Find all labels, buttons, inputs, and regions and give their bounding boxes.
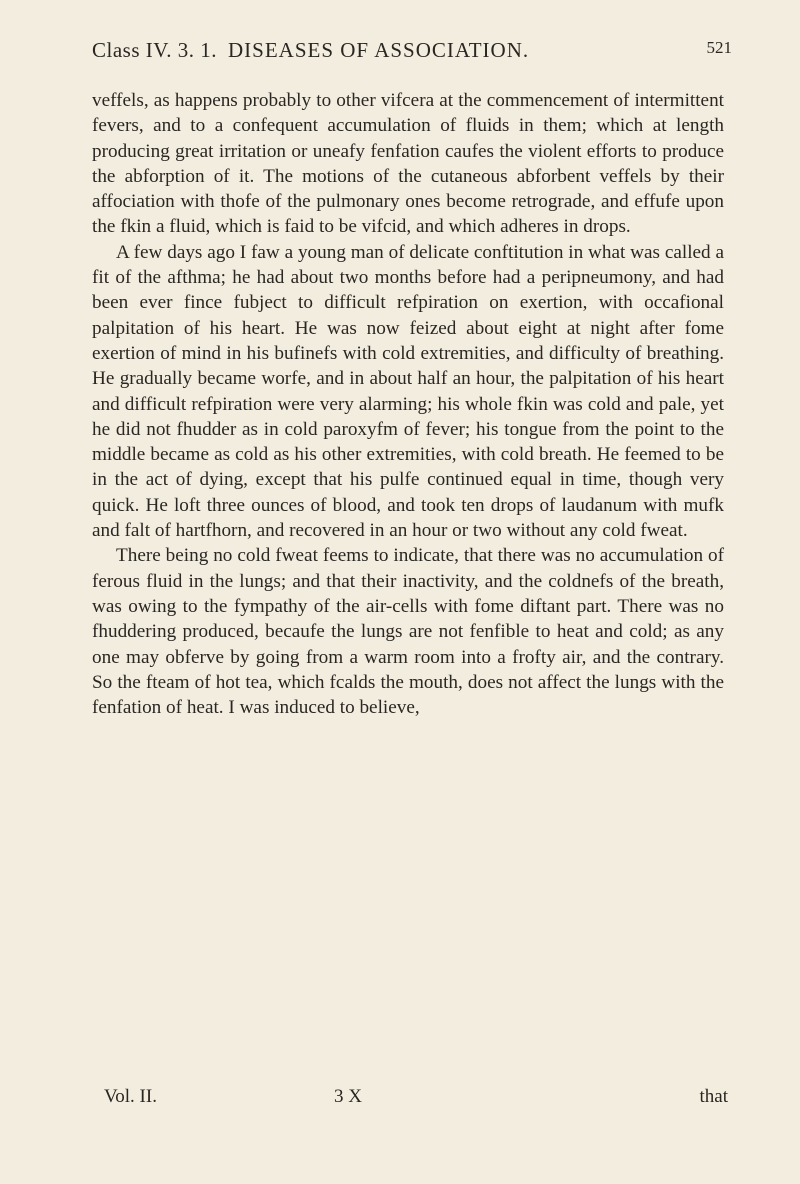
paragraph: A few days ago I faw a young man of delicate conftitution in what was called a fit of the afthma; he had about two months before had a peripneumony, and had been ever fince fubject to difficult refpiration on exertion, with occafional palpitation of his heart. He was now feized about eight at night after fome exertion of mind in his bufinefs with cold extremities, and difficulty of breathing. He gradually became worfe, and in about half an hour, the palpitation of his heart and difficult refpiration were very alarming; his whole fkin was cold and pale, yet he did not fhudder as in cold paroxyfm of fever; his tongue from the point to the middle became as cold as his other extremities, with cold breath. He feemed to be in the act of dying, except that his pulfe continued equal in time, though very quick. He loft three ounces of blood, and took ten drops of laudanum with mufk and falt of hartfhorn, and recovered in an hour or two without any cold fweat. bbox=[92, 241, 724, 542]
page-footer bbox=[104, 1086, 728, 1112]
running-head bbox=[92, 38, 732, 72]
signature-mark: 3 X bbox=[334, 1086, 362, 1107]
catchword: that bbox=[699, 1086, 728, 1107]
volume-label: Vol. II. bbox=[104, 1086, 157, 1107]
page-number: 521 bbox=[706, 38, 732, 57]
chapter-title: DISEASES OF ASSOCIATION. bbox=[228, 38, 530, 62]
paragraph: veffels, as happens probably to other vifcera at the commencement of intermittent fevers, and to a confequent accumulation of fluids in them; which at length producing great irritation or uneafy fenfation caufes the violent efforts to produce the abforption of it. The motions of the cutaneous abforbent veffels by their affociation with thofe of the pulmonary ones become retrograde, and effufe upon the fkin a fluid, which is faid to be vifcid, and which adheres in drops. bbox=[92, 90, 724, 238]
body-text bbox=[92, 88, 724, 720]
class-label: Class IV. 3. 1. bbox=[92, 38, 217, 62]
paragraph: There being no cold fweat feems to indicate, that there was no accumulation of ferous fluid in the lungs; and that their inactivity, and the coldnefs of the breath, was owing to the fympathy of the air-cells with fome diftant part. There was no fhuddering produced, becaufe the lungs are not fenfible to heat and cold; as any one may obferve by going from a warm room into a frofty air, and the contrary. So the fteam of hot tea, which fcalds the mouth, does not affect the lungs with the fenfation of heat. I was induced to believe, bbox=[92, 545, 724, 719]
